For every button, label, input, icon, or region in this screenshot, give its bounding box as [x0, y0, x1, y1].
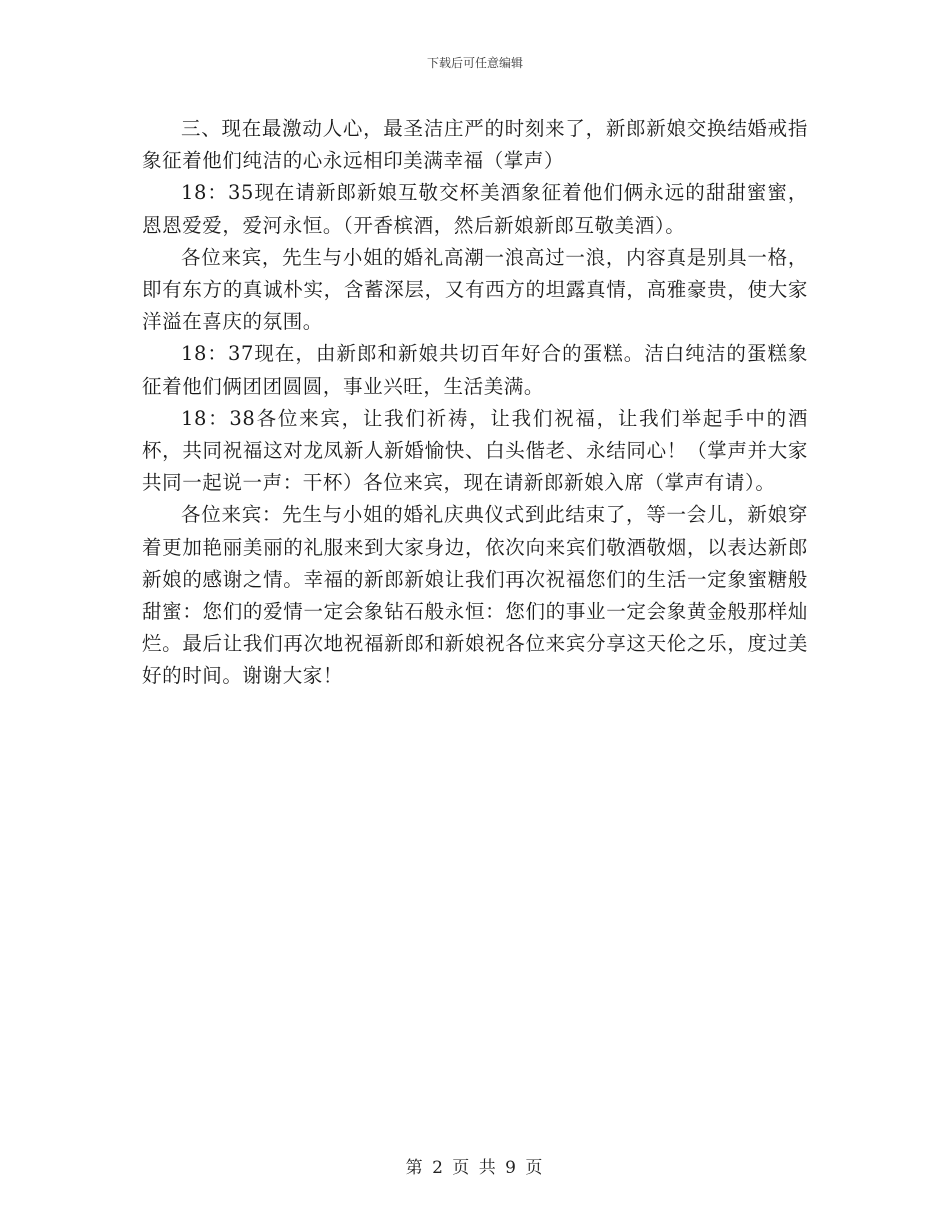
paragraph-cake-1837: 18：37现在，由新郎和新娘共切百年好合的蛋糕。洁白纯洁的蛋糕象征着他们俩团团圆圆，事业兴旺，生活美满。 [142, 342, 808, 398]
paragraph-toast-1835: 18：35现在请新郎新娘互敬交杯美酒象征着他们俩永远的甜甜蜜蜜，恩恩爱爱，爱河永恒。（开香槟酒，然后新娘新郎互敬美酒）。 [142, 181, 808, 237]
paragraph-ring-exchange: 三、现在最激动人心，最圣洁庄严的时刻来了，新郎新娘交换结婚戒指象征着他们纯洁的心永远相印美满幸福（掌声） [142, 117, 808, 173]
header-note: 下载后可任意编辑 [426, 56, 523, 70]
paragraph-closing: 各位来宾：先生与小姐的婚礼庆典仪式到此结束了，等一会儿，新娘穿着更加艳丽美丽的礼服来到大家身边，依次向来宾们敬酒敬烟，以表达新郎新娘的感谢之情。幸福的新郎新娘让我们再次祝福您们的生活一定象蜜糖般甜蜜：您们的爱情一定会象钻石般永恒：您们的事业一定会象黄金般那样灿烂。最后让我们再次地祝福新郎和新娘祝各位来宾分享这天伦之乐，度过美好的时间。谢谢大家！ [142, 503, 808, 688]
document-body [142, 113, 808, 693]
paragraph-climax: 各位来宾，先生与小姐的婚礼高潮一浪高过一浪，内容真是别具一格，即有东方的真诚朴实，含蓄深层，又有西方的坦露真情，高雅豪贵，使大家洋溢在喜庆的氛围。 [142, 245, 808, 334]
page-number: 第 2 页 共 9 页 [405, 1158, 545, 1178]
paragraph-blessing-1838: 18：38各位来宾，让我们祈祷，让我们祝福，让我们举起手中的酒杯，共同祝福这对龙凤新人新婚愉快、白头偕老、永结同心！（掌声并大家共同一起说一声：干杯）各位来宾，现在请新郎新娘入席（掌声有请）。 [142, 406, 808, 495]
